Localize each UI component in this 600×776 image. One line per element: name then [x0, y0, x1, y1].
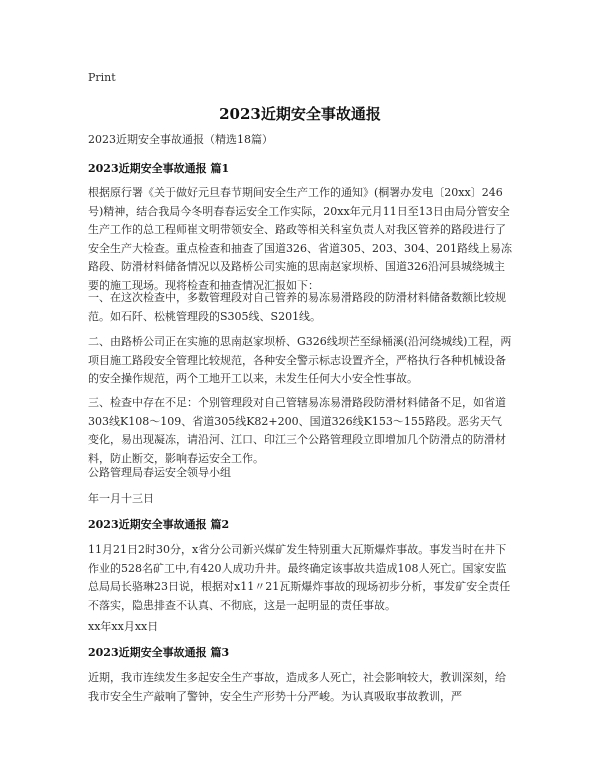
section-heading-1: 2023近期安全事故通报 篇1 — [88, 162, 230, 175]
section-2-date: xx年xx月xx日 — [88, 620, 159, 633]
section-heading-2: 2023近期安全事故通报 篇2 — [88, 518, 230, 531]
section-1-signature: 公路管理局春运安全领导小组 — [88, 466, 231, 479]
print-link[interactable]: Print — [88, 71, 116, 84]
section-heading-3: 2023近期安全事故通报 篇3 — [88, 646, 230, 659]
section-1-paragraph-1: 根据原行署《关于做好元旦春节期间安全生产工作的通知》(桐署办发电〔20xx〕246号)精神，结合我局今冬明春春运安全工作实际，20xx年元月11日至13日由局分管安全生产工作的总工程师崔文明带领安全、路政等相关科室负责人对我区管养的路段进行了安全生产大检查。重点检查和抽查了国道326、省道305、203、304、201路线上易冻路段、防滑材料储备情况以及路桥公司实施的思南赵家坝桥、国道326沿河县城绕城主要的施工现场。现将检查和抽查情况汇报如下： — [88, 186, 512, 292]
section-1-date: 年一月十三日 — [88, 492, 154, 505]
section-1-paragraph-2: 一、在这次检查中，多数管理段对自己管养的易冻易滑路段的防滑材料储备数额比较规范。如石阡、松桃管理段的S305线、S201线。 — [88, 291, 506, 323]
section-2-paragraph-1: 11月21日2时30分，x省分公司新兴煤矿发生特别重大瓦斯爆炸事故。事发当时在井下作业的528名矿工中,有420人成功升井。最终确定该事故共造成108人死亡。国家安监总局局长骆琳23日说，根据对x11〃21瓦斯爆炸事故的现场初步分析，事发矿安全责任不落实，隐患排查不认真、不彻底，这是一起明显的责任事故。 — [88, 543, 511, 612]
page-title: 2023近期安全事故通报 — [219, 105, 381, 123]
section-1-paragraph-4: 三、检查中存在不足：个别管理段对自己管辖易冻易滑路段防滑材料储备不足，如省道303线K108～109、省道305线K82+200、国道326线K153～155路段。恶劣天气变化，易出现凝冻，请沿河、江口、印江三个公路管理段立即增加几个防滑点的防滑材料，防止断交，影响春运安全工作。 — [88, 396, 506, 465]
section-1-paragraph-3: 二、由路桥公司正在实施的思南赵家坝桥、G326线坝芒至绿桶溪(沿河绕城线)工程，两项目施工路段安全管理比较规范，各种安全警示标志设置齐全，严格执行各种机械设备的安全操作规范，两个工地开工以来，未发生任何大小安全性事故。 — [88, 335, 512, 385]
document-subtitle: 2023近期安全事故通报（精选18篇） — [88, 133, 273, 146]
section-3-paragraph-1: 近期，我市连续发生多起安全生产事故，造成多人死亡，社会影响较大，教训深刻，给我市安全生产敲响了警钟，安全生产形势十分严峻。为认真吸取事故教训，严 — [88, 671, 506, 703]
